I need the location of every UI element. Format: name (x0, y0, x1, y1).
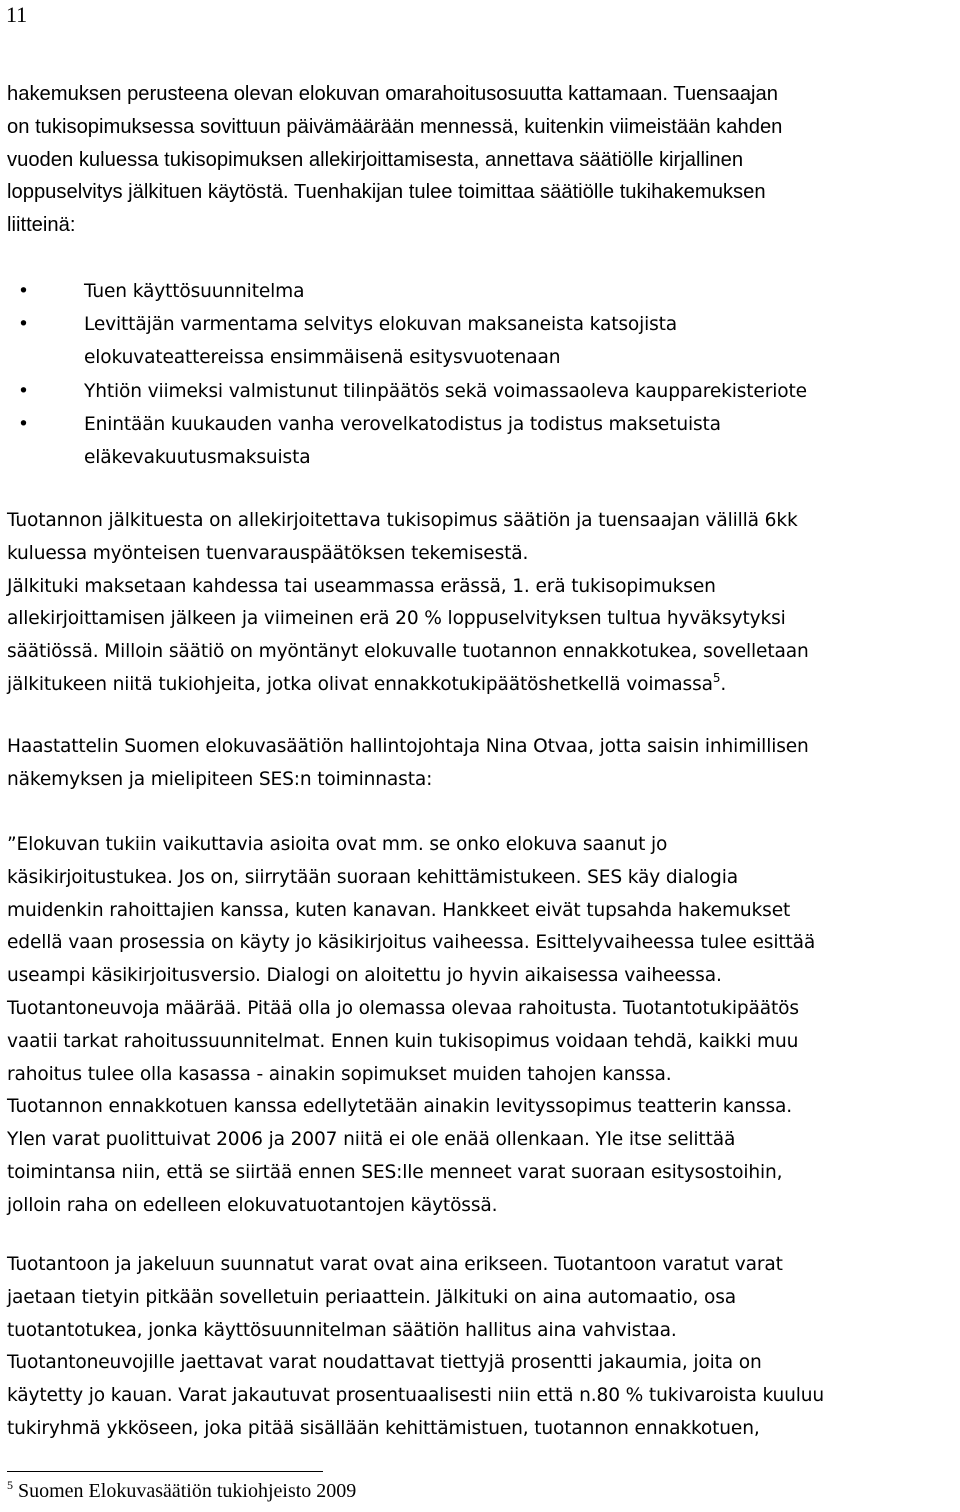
text-line: ”Elokuvan tukiin vaikuttavia asioita ovat mm. se onko elokuva saanut jo (7, 834, 668, 855)
footnote-divider (7, 1471, 323, 1472)
footnote-ref: 5 (712, 670, 721, 685)
list-item-text: Enintään kuukauden vanha verovelkatodistus ja todistus maksetuista (84, 413, 721, 435)
text-line: Haastattelin Suomen elokuvasäätiön hallintojohtaja Nina Otvaa, jotta saisin inhimillisen (7, 736, 809, 757)
list-item-text: Yhtiön viimeksi valmistunut tilinpäätös sekä voimassaoleva kaupparekisteriote (84, 380, 807, 402)
text-line: näkemyksen ja mielipiteen SES:n toiminnasta: (7, 768, 433, 790)
text-segment: . (720, 673, 727, 695)
text-line: loppuselvitys jälkituen käytöstä. Tuenhakijan tulee toimittaa säätiölle tukihakemuksen (7, 181, 766, 204)
list-item-text: eläkevakuutusmaksuista (84, 447, 311, 469)
support-paragraph (7, 505, 953, 702)
text-line: Tuotantoon ja jakeluun suunnatut varat ovat aina erikseen. Tuotantoon varatut varat (7, 1254, 783, 1275)
text-line: allekirjoittamisen jälkeen ja viimeinen erä 20 % loppuselvityksen tultua hyväksytyksi (7, 608, 786, 630)
funding-paragraph (7, 1249, 953, 1446)
text-line: käsikirjoitustukea. Jos on, siirrytään suoraan kehittämistukeen. SES käy dialogia (7, 866, 738, 888)
intro-paragraph (7, 78, 953, 242)
list-item (7, 275, 953, 308)
bullet-icon: • (18, 380, 29, 402)
text-line: Tuotannon ennakkotuen kanssa edellytetään ainakin levityssopimus teatterin kanssa. (7, 1096, 792, 1118)
text-line: hakemuksen perusteena olevan elokuvan omarahoitusosuutta kattamaan. Tuensaajan (7, 83, 778, 105)
text-line: vuoden kuluessa tukisopimuksen allekirjoittamisesta, annettava säätiölle kirjallinen (7, 148, 744, 171)
text-line: rahoitus tulee olla kasassa - ainakin sopimukset muiden tahojen kanssa. (7, 1063, 672, 1085)
text-line: käytetty jo kauan. Varat jakautuvat prosentuaalisesti niin että n.80 % tukivaroista kuuluu (7, 1385, 825, 1407)
interview-quote (7, 829, 953, 1223)
attachment-list (7, 275, 953, 474)
page-number: 11 (6, 2, 28, 27)
text-line: muidenkin rahoittajien kanssa, kuten kanavan. Hankkeet eivät tupsahda hakemukset (7, 899, 791, 921)
text-line: vaatii tarkat rahoitussuunnitelmat. Ennen kuin tukisopimus voidaan tehdä, kaikki muu (7, 1030, 799, 1052)
text-line (7, 669, 953, 702)
interview-intro (7, 731, 953, 797)
list-item-text: elokuvateattereissa ensimmäisenä esitysvuotenaan (84, 347, 561, 369)
text-line: Jälkituki maksetaan kahdessa tai useammassa erässä, 1. erä tukisopimuksen (7, 575, 716, 597)
text-line: liitteinä: (7, 214, 76, 237)
list-item (7, 375, 953, 408)
text-line: on tukisopimuksessa sovittuun päivämäärään mennessä, kuitenkin viimeistään kahden (7, 115, 783, 138)
text-line: tuotantotukea, jonka käyttösuunnitelman säätiön hallitus aina vahvistaa. (7, 1319, 677, 1341)
text-line: toimintansa niin, että se siirtää ennen SES:lle menneet varat suoraan esitysostoihin, (7, 1161, 783, 1183)
footnote-number: 5 (7, 1478, 13, 1492)
text-line: Tuotannon jälkituesta on allekirjoitettava tukisopimus säätiön ja tuensaajan välillä 6kk (7, 510, 798, 531)
list-item (7, 408, 953, 474)
text-line: Ylen varat puolittuivat 2006 ja 2007 niitä ei ole enää ollenkaan. Yle itse selittää (7, 1129, 736, 1151)
list-item-text: Levittäjän varmentama selvitys elokuvan maksaneista katsojista (84, 314, 678, 336)
list-item (7, 308, 953, 374)
text-line: Tuotantoneuvoja määrää. Pitää olla jo olemassa olevaa rahoitusta. Tuotantotukipäätös (7, 997, 799, 1019)
list-item-text: Tuen käyttösuunnitelma (84, 281, 305, 302)
footnote-text: Suomen Elokuvasäätiön tukiohjeisto 2009 (13, 1480, 357, 1502)
footnote (7, 1480, 356, 1503)
bullet-icon: • (18, 314, 29, 336)
text-line: useampi käsikirjoitusversio. Dialogi on aloitettu jo hyvin aikaisessa vaiheessa. (7, 965, 722, 987)
text-line: jolloin raha on edelleen elokuvatuotantojen käytössä. (7, 1194, 498, 1216)
text-line: kuluessa myönteisen tuenvarauspäätöksen tekemisestä. (7, 542, 529, 564)
bullet-icon: • (18, 413, 29, 435)
text-line: säätiössä. Milloin säätiö on myöntänyt elokuvalle tuotannon ennakkotukea, sovelletaan (7, 641, 809, 663)
text-line: edellä vaan prosessia on käyty jo käsikirjoitus vaiheessa. Esittelyvaiheessa tulee esittää (7, 932, 816, 954)
text-line: tukiryhmä ykköseen, joka pitää sisällään kehittämistuen, tuotannon ennakkotuen, (7, 1417, 760, 1439)
bullet-icon: • (18, 281, 29, 302)
text-line: jaetaan tietyin pitkään sovelletuin periaattein. Jälkituki on aina automaatio, osa (7, 1286, 737, 1308)
text-segment: jälkitukeen niitä tukiohjeita, jotka olivat ennakkotukipäätöshetkellä voimassa (7, 673, 713, 695)
text-line: Tuotantoneuvojille jaettavat varat noudattavat tiettyjä prosentti jakaumia, joita on (7, 1352, 762, 1374)
